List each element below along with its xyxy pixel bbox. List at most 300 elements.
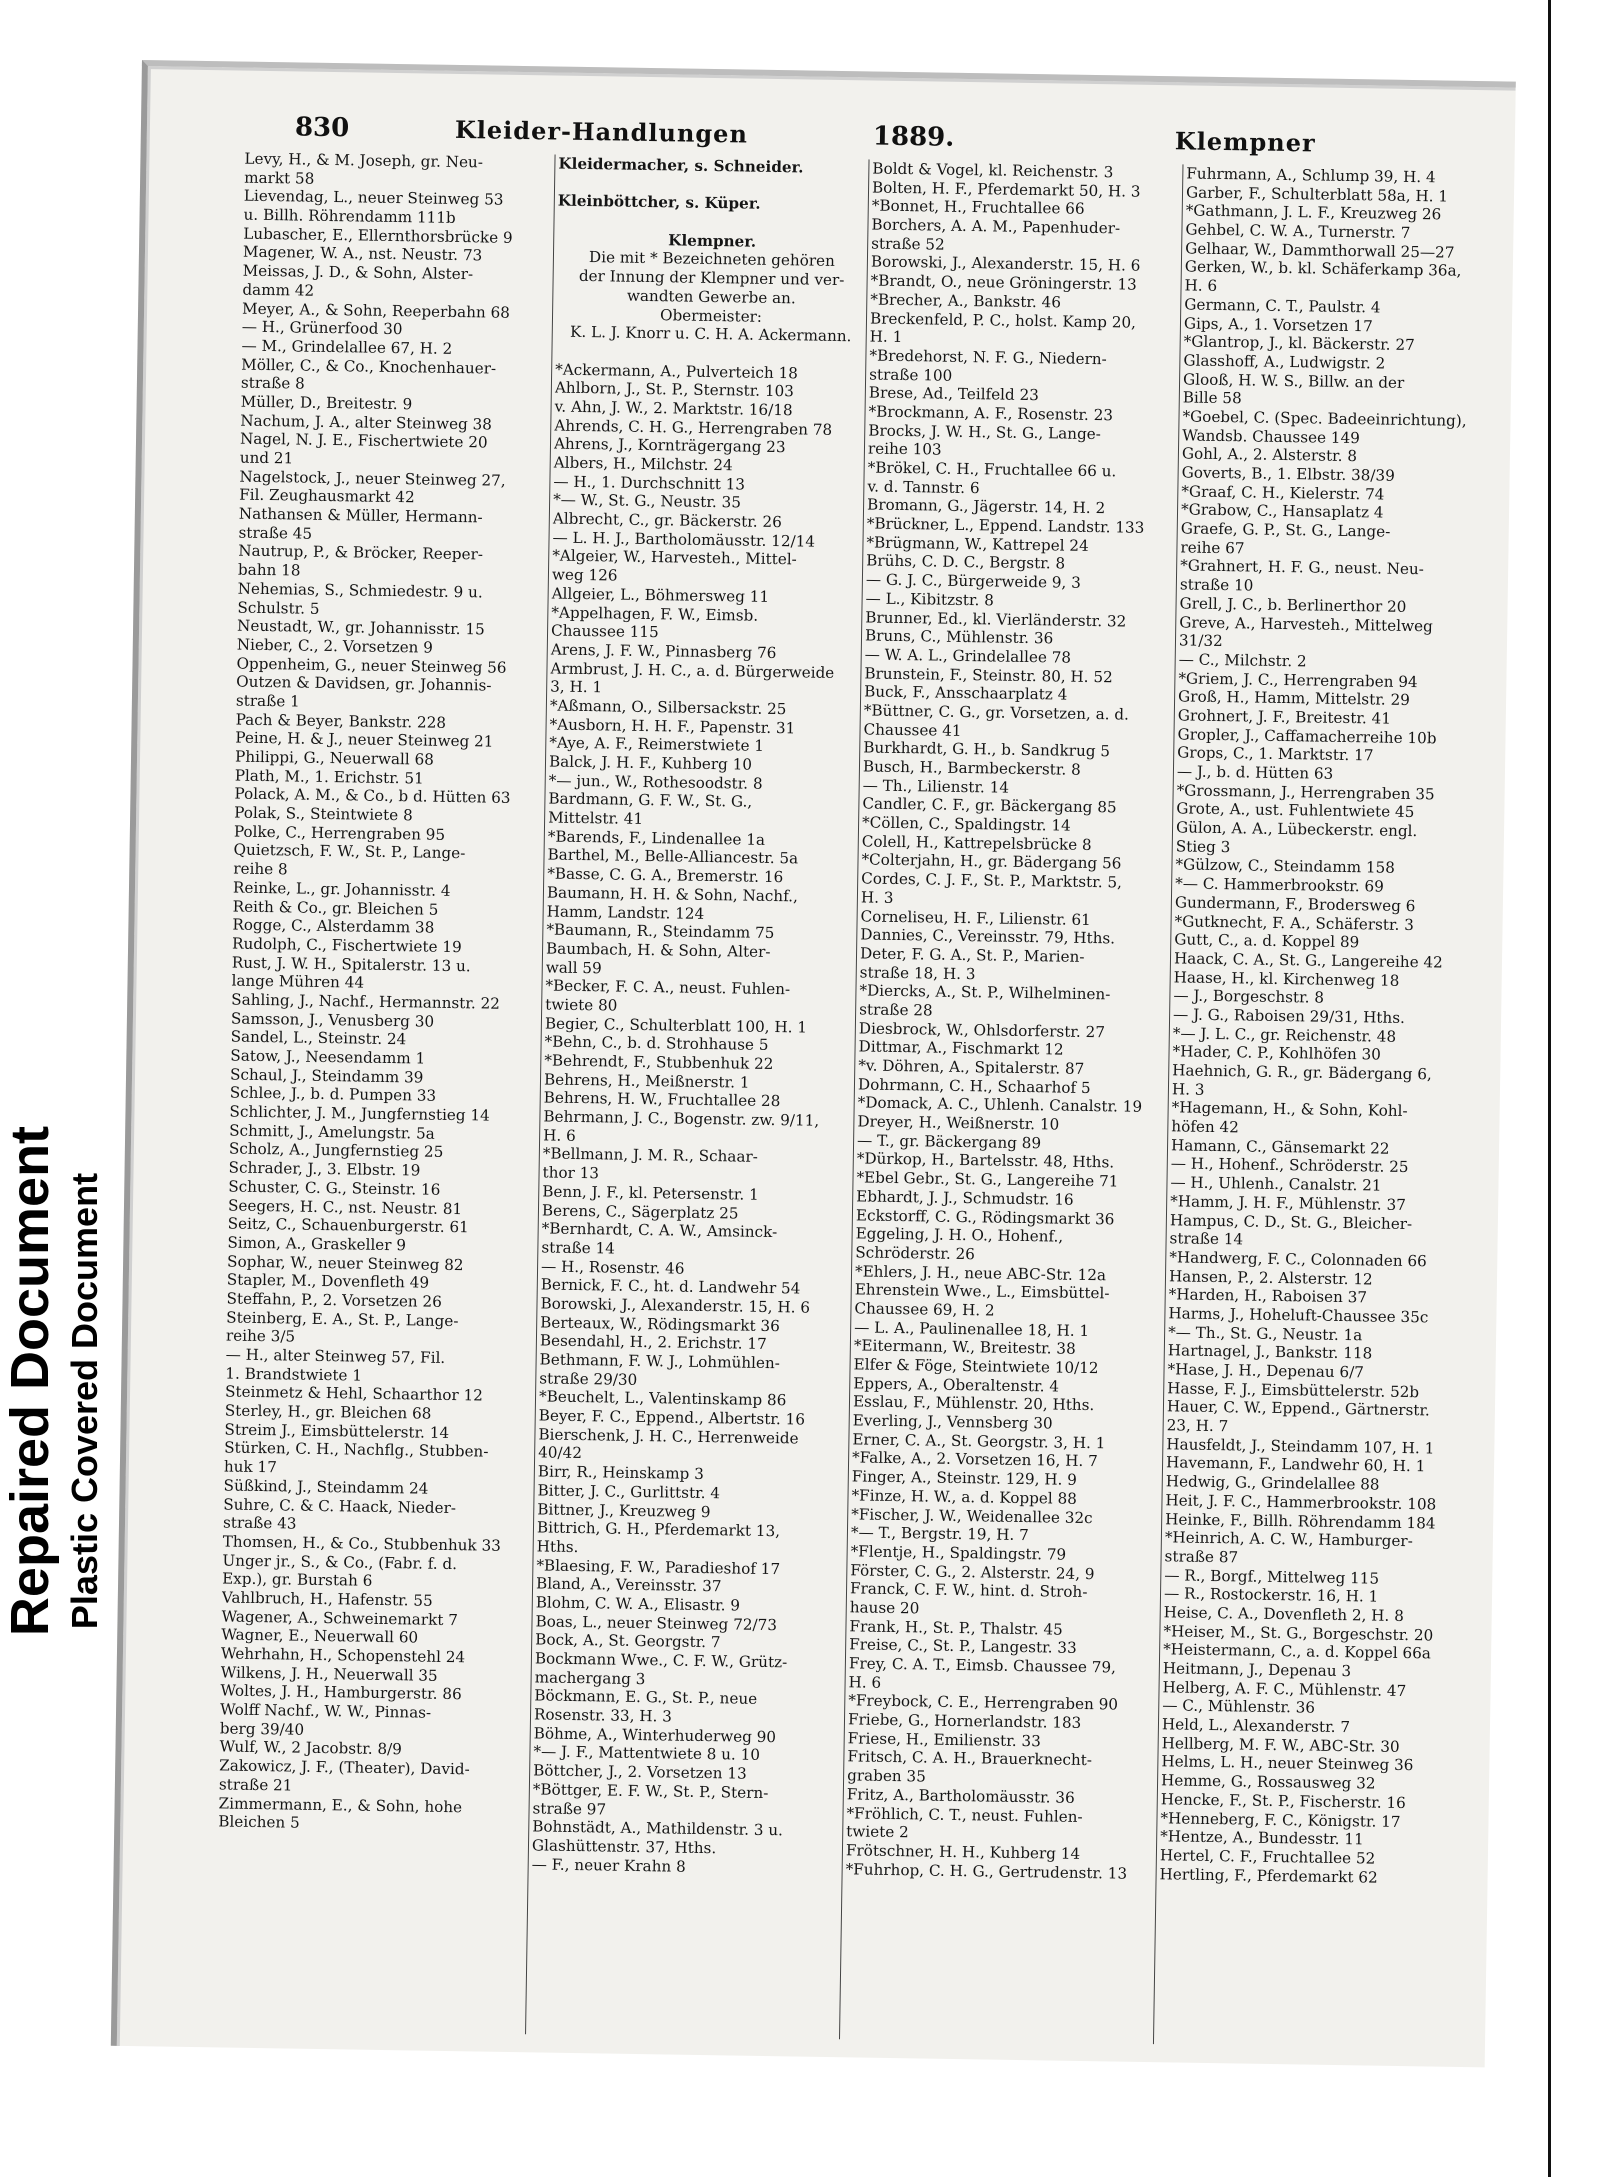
directory-entry-line: *Bernhardt, C. A. W., Amsinck- — [541, 1219, 778, 1242]
directory-entry-line: Eckstorff, C. G., Rödingsmarkt 36 — [855, 1205, 1115, 1228]
directory-entry-line: — L. H. J., Bartholomäusstr. 12/14 — [552, 528, 816, 551]
directory-entry-line: Wandsb. Chaussee 149 — [1182, 426, 1360, 447]
directory-page — [111, 60, 1516, 2067]
directory-entry-line: *Domack, A. C., Uhlenh. Canalstr. 19 — [857, 1093, 1143, 1117]
directory-entry-line: *Büttner, C. G., gr. Vorsetzen, a. d. — [863, 701, 1130, 724]
directory-entry-line: Plath, M., 1. Erichstr. 51 — [234, 766, 424, 788]
directory-entry-line: höfen 42 — [1171, 1117, 1239, 1137]
directory-entry-line: *Behn, C., b. d. Strohhause 5 — [544, 1032, 769, 1055]
directory-entry-line: Woltes, J. H., Hamburgerstr. 86 — [220, 1681, 462, 1704]
page-number: 830 — [294, 112, 350, 144]
column-4 — [1157, 164, 1496, 2049]
directory-entry-line: Exp.), gr. Burstah 6 — [222, 1569, 373, 1591]
directory-entry-line: Frey, C. A. T., Eimsb. Chaussee 79, — [848, 1654, 1117, 1677]
directory-entry-line: Peine, H. & J., neuer Steinweg 21 — [235, 728, 494, 751]
directory-entry-line: Hansen, P., 2. Alsterstr. 12 — [1168, 1266, 1373, 1289]
directory-entry-line: *Heistermann, C., a. d. Koppel 66a — [1163, 1640, 1432, 1663]
directory-entry-line: — J., b. d. Hütten 63 — [1176, 762, 1334, 783]
directory-entry-line: Oppenheim, G., neuer Steinweg 56 — [236, 654, 507, 677]
directory-entry-line: — F., neuer Krahn 8 — [531, 1854, 686, 1876]
directory-entry-line: Nehemias, S., Schmiedestr. 9 u. — [237, 579, 483, 602]
directory-entry-line: Rogge, C., Alsterdamm 38 — [232, 915, 435, 937]
directory-entry-line: Stapler, M., Dovenfleth 49 — [226, 1270, 430, 1292]
directory-entry-line: Wagener, A., Schweinemarkt 7 — [221, 1607, 459, 1629]
directory-entry-line: *Bonnet, H., Fruchtallee 66 — [871, 196, 1085, 219]
directory-entry-line: — H., Grünerfood 30 — [241, 317, 403, 339]
directory-entry-line: Bittrich, G. H., Pferdemarkt 13, — [536, 1518, 781, 1541]
directory-entry-line: *Behrendt, F., Stubbenhuk 22 — [544, 1051, 774, 1074]
directory-entry-line: *— W., St. G., Neustr. 35 — [552, 490, 742, 512]
directory-entry-line: Bernick, F. C., ht. d. Landwehr 54 — [540, 1275, 801, 1298]
directory-entry-line: *Brandt, O., neue Gröningerstr. 13 — [870, 271, 1137, 294]
directory-entry-line: — M., Grindelallee 67, H. 2 — [241, 336, 453, 358]
directory-entry-line: Wehrhahn, H., Schopenstehl 24 — [220, 1644, 466, 1667]
directory-entry-line: — R., Rostockerstr. 16, H. 1 — [1163, 1584, 1379, 1606]
directory-entry-line: Chaussee 115 — [550, 621, 659, 642]
directory-entry-line: straße 14 — [1169, 1229, 1244, 1249]
directory-entry-line: *Heiser, M., St. G., Borgeschstr. 20 — [1163, 1621, 1434, 1645]
directory-entry-line: Lievendag, L., neuer Steinweg 53 — [243, 186, 504, 210]
directory-entry-line: straße 29/30 — [539, 1369, 638, 1389]
directory-entry-line: *Fröhlich, C. T., neust. Fuhlen- — [846, 1803, 1083, 1826]
directory-entry-line: reihe 103 — [867, 439, 942, 459]
directory-entry-line: Bromann, G., Jägerstr. 14, H. 2 — [866, 495, 1106, 518]
directory-entry-line: Bardmann, G. F. W., St. G., — [548, 789, 753, 812]
directory-entry-line: der Innung der Klempner und ver- — [578, 267, 845, 290]
directory-entry-line: Schröderstr. 26 — [855, 1243, 976, 1264]
directory-entry-line: Schaul, J., Steindamm 39 — [229, 1065, 424, 1087]
directory-entry-line: Mittelstr. 41 — [548, 808, 644, 829]
directory-entry-line: Fritsch, C. A. H., Brauerknecht- — [847, 1747, 1093, 1770]
directory-entry-line: straße 87 — [1164, 1547, 1239, 1567]
directory-entry-line: Sahling, J., Nachf., Hermannstr. 22 — [231, 990, 501, 1013]
directory-entry-line: Boas, L., neuer Steinweg 72/73 — [535, 1612, 778, 1634]
directory-entry-line: *— C. Hammerbrookstr. 69 — [1175, 874, 1384, 896]
directory-entry-line: twiete 80 — [545, 995, 618, 1015]
directory-entry-line: Rosenstr. 33, H. 3 — [533, 1705, 673, 1726]
directory-entry-line: straße 28 — [859, 1000, 933, 1020]
directory-entry-line: Behrmann, J. C., Bogenstr. zw. 9/11, — [543, 1107, 820, 1130]
directory-entry-line: Nautrup, P., & Bröcker, Reeper- — [238, 542, 484, 564]
directory-entry-line: Albers, H., Milchstr. 24 — [553, 453, 733, 475]
directory-entry-line: Brese, Ad., Teilfeld 23 — [868, 383, 1039, 405]
directory-entry-line: Deter, F. G. A., St. P., Marien- — [859, 944, 1085, 966]
directory-entry-line: Seitz, C., Schauenburgerstr. 61 — [227, 1214, 469, 1237]
directory-entry-line: machergang 3 — [534, 1668, 646, 1688]
directory-entry-line: Klempner. — [668, 231, 757, 251]
directory-entry-line: Levy, H., & M. Joseph, gr. Neu- — [244, 149, 484, 172]
directory-entry-line: Finger, A., Steinstr. 129, H. 9 — [851, 1467, 1078, 1489]
directory-entry-line: Hemme, G., Rossausweg 32 — [1160, 1771, 1376, 1793]
directory-entry-line: straße 43 — [222, 1513, 297, 1533]
directory-entry-line: Albrecht, C., gr. Bäckerstr. 26 — [552, 509, 782, 532]
directory-entry-line: Buck, F., Ansschaarplatz 4 — [864, 682, 1068, 704]
directory-entry-line: *Ebel Gebr., St. G., Langereihe 71 — [856, 1168, 1119, 1191]
directory-entry-line: Die mit * Bezeichneten gehören — [588, 248, 836, 271]
directory-entry-line: twiete 2 — [846, 1822, 909, 1842]
directory-entry-line: Neustadt, W., gr. Johannisstr. 15 — [236, 616, 485, 639]
directory-entry-line: und 21 — [239, 448, 294, 468]
directory-entry-line: Meissas, J. D., & Sohn, Alster- — [242, 261, 474, 284]
directory-entry-line: weg 126 — [551, 565, 618, 585]
header-right-title: Klempner — [1174, 126, 1316, 158]
directory-entry-line: Bittner, J., Kreuzweg 9 — [537, 1499, 711, 1521]
directory-entry-line: reihe 3/5 — [225, 1326, 296, 1346]
directory-entry-line: Ahrends, C. H. G., Herrengraben 78 — [554, 416, 833, 439]
directory-entry-line: Fritz, A., Bartholomäusstr. 36 — [846, 1785, 1075, 1807]
directory-entry-line: Schulstr. 5 — [237, 598, 320, 618]
directory-entry-line: Bolten, H. F., Pferdemarkt 50, H. 3 — [871, 178, 1141, 201]
directory-entry-line: *Dürkop, H., Bartelsstr. 48, Hths. — [856, 1149, 1115, 1172]
directory-entry-line: H. 6 — [848, 1672, 882, 1692]
directory-entry-line: bahn 18 — [237, 560, 301, 580]
directory-entry-line: Freise, C., St. P., Langestr. 33 — [849, 1635, 1077, 1658]
directory-entry-line: Friese, H., Emilienstr. 33 — [847, 1729, 1041, 1751]
directory-entry-line: Hamann, C., Gänsemarkt 22 — [1170, 1136, 1390, 1158]
directory-entry-line: *Grabow, C., Hansaplatz 4 — [1180, 500, 1384, 522]
directory-entry-line: Bierschenk, J. H. C., Herrenweide — [538, 1425, 799, 1448]
scanner-right-edge — [1508, 0, 1600, 2177]
directory-entry-line: Grohnert, J. F., Breitestr. 41 — [1177, 706, 1392, 728]
directory-entry-line: *Finze, H. W., a. d. Koppel 88 — [851, 1486, 1078, 1508]
directory-entry-line: Corneliseu, H. F., Lilienstr. 61 — [860, 906, 1091, 929]
directory-entry-line: Barthel, M., Belle-Alliancestr. 5a — [547, 845, 799, 868]
directory-entry-line: 3, H. 1 — [550, 677, 603, 697]
directory-entry-line: Müller, D., Breitestr. 9 — [240, 392, 413, 414]
directory-entry-line: *— jun., W., Rothesoodstr. 8 — [548, 771, 763, 793]
directory-entry-line: Baumann, H. H. & Sohn, Nachf., — [546, 883, 799, 906]
column-1 — [215, 150, 554, 2035]
directory-entry-line: hause 20 — [849, 1598, 920, 1618]
directory-entry-line: *Freybock, C. E., Herrengraben 90 — [848, 1691, 1119, 1714]
directory-entry-line: Hampus, C. D., St. G., Bleicher- — [1169, 1210, 1413, 1233]
directory-entry-line: straße 97 — [532, 1798, 607, 1819]
directory-entry-line: Eggeling, J. H. O., Hohenf., — [855, 1224, 1064, 1246]
directory-entry-line: wall 59 — [545, 958, 602, 977]
directory-entry-line: berg 39/40 — [219, 1719, 305, 1739]
directory-entry-line: straße 21 — [218, 1775, 293, 1795]
directory-entry-line: Heinke, F., Billh. Röhrendamm 184 — [1165, 1509, 1436, 1532]
directory-entry-line: Nathansen & Müller, Hermann- — [238, 504, 483, 527]
directory-entry-line: Helms, L. H., neuer Steinweg 36 — [1161, 1752, 1414, 1775]
directory-entry-line: Gutt, C., a. d. Koppel 89 — [1174, 930, 1360, 952]
directory-entry-line: Chaussee 69, H. 2 — [854, 1299, 995, 1320]
column-2 — [529, 155, 868, 2040]
directory-entry-line: Möller, C., & Co., Knochenhauer- — [241, 355, 497, 378]
directory-entry-line: Chaussee 41 — [863, 720, 962, 740]
directory-entry-line: Dannies, C., Vereinsstr. 79, Hths. — [860, 925, 1116, 948]
directory-entry-line: Gips, A., 1. Vorsetzen 17 — [1183, 313, 1373, 335]
directory-entry-line: Birr, R., Heinskamp 3 — [537, 1462, 704, 1484]
directory-entry-line: Zimmermann, E., & Sohn, hohe — [218, 1793, 463, 1816]
directory-entry-line: Dreyer, H., Weißnerstr. 10 — [857, 1112, 1060, 1134]
directory-entry-line: Armbrust, J. H. C., a. d. Bürgerweide — [550, 659, 835, 682]
directory-entry-line: Fuhrmann, A., Schlump 39, H. 4 — [1186, 164, 1436, 187]
directory-entry-line: Hertel, C. F., Fruchtallee 52 — [1159, 1846, 1376, 1868]
directory-entry-line: Sophar, W., neuer Steinweg 82 — [227, 1252, 464, 1274]
directory-entry-line: Samsson, J., Venusberg 30 — [230, 1009, 435, 1031]
directory-entry-line: Böckmann, E. G., St. P., neue — [534, 1686, 758, 1709]
directory-entry-line: Garber, F., Schulterblatt 58a, H. 1 — [1185, 183, 1449, 206]
directory-entry-line: straße 100 — [869, 365, 953, 385]
directory-entry-line: Glashüttenstr. 37, Hths. — [531, 1836, 717, 1858]
directory-entry-line: Franck, C. F. W., hint. d. Stroh- — [849, 1579, 1088, 1602]
directory-entry-line: Ahrens, J., Kornträgergang 23 — [553, 434, 786, 457]
directory-entry-line: Steffahn, P., 2. Vorsetzen 26 — [226, 1289, 442, 1311]
directory-entry-line: Besendahl, H., 2. Erichstr. 17 — [539, 1331, 767, 1354]
directory-entry-line: — H., Rosenstr. 46 — [540, 1256, 685, 1278]
directory-entry-line: Hamm, Landstr. 124 — [546, 901, 705, 923]
directory-entry-line: Groß, H., Hamm, Mittelstr. 29 — [1177, 687, 1410, 710]
directory-entry-line: Frank, H., St. P., Thalstr. 45 — [849, 1616, 1063, 1639]
directory-entry-line: *Becker, F. C. A., neust. Fuhlen- — [545, 976, 791, 999]
directory-entry-line: Borowski, J., Alexanderstr. 15, H. 6 — [540, 1294, 811, 1317]
directory-entry-line: K. L. J. Knorr u. C. H. A. Ackermann. — [569, 322, 852, 346]
directory-entry-line: *Glantrop, J., kl. Bäckerstr. 27 — [1183, 332, 1415, 355]
directory-entry-line: Frötschner, H. H., Kuhberg 14 — [845, 1841, 1081, 1863]
directory-entry-line: Friebe, G., Hornerlandstr. 183 — [847, 1710, 1082, 1733]
directory-entry-line: Held, L., Alexanderstr. 7 — [1161, 1715, 1351, 1737]
directory-entry-line: *Aye, A. F., Reimerstwiete 1 — [549, 733, 765, 756]
directory-entry-line: Gohl, A., 2. Alsterstr. 8 — [1181, 444, 1358, 466]
directory-entry-line: Unger jr., S., & Co., (Fabr. f. d. — [222, 1551, 458, 1573]
directory-entry-line: Grote, A., ust. Fuhlentwiete 45 — [1176, 799, 1415, 822]
directory-entry-line: Dohrmann, C. H., Schaarhof 5 — [857, 1075, 1091, 1097]
directory-entry-line: Obermeister: — [659, 305, 763, 326]
directory-entry-line: — Th., Lilienstr. 14 — [862, 776, 1010, 797]
directory-entry-line: Eppers, A., Oberaltenstr. 4 — [853, 1374, 1060, 1396]
directory-entry-line: *Blaesing, F. W., Paradieshof 17 — [536, 1555, 781, 1578]
directory-entry-line: Germann, C. T., Paulstr. 4 — [1184, 295, 1381, 317]
directory-entry-line: Reith & Co., gr. Bleichen 5 — [232, 897, 439, 919]
directory-entry-line: Everling, J., Vennsberg 30 — [852, 1411, 1053, 1433]
directory-entry-line: Ebhardt, J. J., Schmudstr. 16 — [856, 1187, 1074, 1209]
directory-entry-line: Bruns, C., Mühlenstr. 36 — [864, 626, 1054, 648]
directory-entry-line: Diesbrock, W., Ohlsdorferstr. 27 — [858, 1019, 1106, 1041]
directory-entry-line: Haehnich, G. R., gr. Bädergang 6, — [1172, 1061, 1432, 1084]
directory-entry-line: graben 35 — [847, 1766, 926, 1786]
directory-entry-line: *Graaf, C. H., Kielerstr. 74 — [1181, 482, 1385, 504]
directory-entry-line: *Harden, H., Raboisen 37 — [1168, 1285, 1368, 1307]
directory-entry-line: *Ackermann, A., Pulverteich 18 — [555, 360, 799, 382]
directory-entry-line: Hellberg, M. F. W., ABC-Str. 30 — [1161, 1733, 1400, 1756]
directory-entry-line: *— J. L. C., gr. Reichenstr. 48 — [1172, 1023, 1397, 1046]
directory-entry-line: Brunstein, F., Steinstr. 80, H. 52 — [864, 663, 1113, 686]
directory-entry-line: — R., Borgf., Mittelweg 115 — [1164, 1565, 1380, 1588]
directory-entry-line: *Ehlers, J. H., neue ABC-Str. 12a — [854, 1261, 1107, 1284]
directory-entry-line: straße 52 — [871, 234, 945, 254]
directory-entry-line: *Appelhagen, F. W., Eimsb. — [551, 602, 759, 625]
directory-entry-line: Vahlbruch, H., Hafenstr. 55 — [221, 1588, 433, 1610]
directory-entry-line: *Brecher, A., Bankstr. 46 — [870, 290, 1062, 312]
directory-entry-line: Heise, C. A., Dovenfleth 2, H. 8 — [1163, 1603, 1404, 1625]
directory-entry-line: Förster, C. G., 2. Alsterstr. 24, 9 — [850, 1560, 1095, 1583]
directory-entry-line: *Falke, A., 2. Vorsetzen 16, H. 7 — [851, 1448, 1098, 1471]
directory-entry-line: Bethmann, F. W. J., Lohmühlen- — [539, 1350, 781, 1373]
directory-entry-line: straße 8 — [240, 373, 305, 393]
directory-entry-line: Haack, C. A., St. G., Langereihe 42 — [1173, 949, 1443, 972]
directory-entry-line: straße 10 — [1179, 575, 1254, 595]
directory-entry-line: Greve, A., Harvesteh., Mittelweg — [1179, 612, 1433, 635]
directory-entry-line: 23, H. 7 — [1166, 1416, 1229, 1436]
directory-entry-line: *v. Döhren, A., Spitalerstr. 87 — [858, 1056, 1085, 1078]
directory-entry-line: Stürken, C. H., Nachflg., Stubben- — [224, 1438, 489, 1462]
directory-entry-line: Bohnstädt, A., Mathildenstr. 3 u. — [532, 1817, 784, 1840]
directory-entry-line: Schuster, C. G., Steinstr. 16 — [228, 1177, 441, 1199]
directory-entry-line: Heit, J. F. C., Hammerbrookstr. 108 — [1165, 1491, 1437, 1514]
directory-entry-line: *Brügmann, W., Kattrepel 24 — [866, 533, 1089, 555]
directory-entry-line: H. 3 — [860, 888, 894, 907]
directory-entry-line: Burkhardt, G. H., b. Sandkrug 5 — [863, 738, 1111, 761]
directory-entry-line: Rudolph, C., Fischertwiete 19 — [231, 934, 462, 957]
directory-entry-line: Candler, C. F., gr. Bäckergang 85 — [862, 794, 1117, 817]
directory-entry-line: Hths. — [536, 1537, 579, 1556]
directory-entry-line: — C., Mühlenstr. 36 — [1162, 1696, 1316, 1718]
directory-entry-line: Bland, A., Vereinsstr. 37 — [535, 1574, 722, 1596]
directory-entry-line: damm 42 — [242, 280, 315, 300]
directory-entry-line: *Fuhrhop, C. H. G., Gertrudenstr. 13 — [845, 1859, 1128, 1883]
directory-entry-line: markt 58 — [244, 168, 315, 188]
directory-entry-line: Philippi, G., Neuerwall 68 — [234, 747, 435, 769]
directory-entry-line: Hasse, F. J., Eimsbüttelerstr. 52b — [1167, 1378, 1420, 1401]
directory-entry-line: *Hagemann, H., & Sohn, Kohl- — [1171, 1098, 1408, 1121]
directory-entry-line: Brunner, Ed., kl. Vierländerstr. 32 — [865, 607, 1127, 631]
directory-entry-line: *Henneberg, F. C., Königstr. 17 — [1160, 1808, 1401, 1831]
directory-entry-line: H. 3 — [1171, 1079, 1205, 1099]
directory-entry-line: Bockmann Wwe., C. F. W., Grütz- — [534, 1649, 788, 1672]
directory-entry-line: *Ausborn, H. H. F., Papenstr. 31 — [549, 715, 796, 737]
directory-entry-line: Bille 58 — [1182, 388, 1242, 408]
directory-entry-line: Wilkens, J. H., Neuerwall 35 — [220, 1663, 438, 1685]
directory-entry-line: *Goebel, C. (Spec. Badeeinrichtung), — [1182, 407, 1467, 430]
directory-entry-line: Zakowicz, J. F., (Theater), David- — [219, 1756, 470, 1779]
directory-entry-line: — L., Kibitzstr. 8 — [865, 589, 995, 610]
directory-entry-line: Polak, S., Steintwiete 8 — [234, 803, 413, 825]
directory-entry-line: Baumbach, H. & Sohn, Alter- — [545, 939, 771, 961]
directory-entry-line: — H., Hohenf., Schröderstr. 25 — [1170, 1154, 1409, 1177]
directory-entry-line: *Brökel, C. H., Fruchtallee 66 u. — [867, 458, 1117, 481]
directory-entry-line: straße 45 — [238, 523, 313, 543]
directory-entry-line: Brühs, C. D. C., Bergstr. 8 — [866, 551, 1066, 573]
directory-entry-line: Kleinböttcher, s. Küper. — [557, 191, 761, 214]
header-year: 1889. — [872, 121, 955, 153]
directory-entry-line: Hartnagel, J., Bankstr. 118 — [1167, 1341, 1373, 1363]
edge-rule — [1548, 0, 1551, 2177]
directory-entry-line: reihe 8 — [233, 859, 288, 879]
directory-entry-line: reihe 67 — [1180, 538, 1245, 558]
directory-entry-line: *Fischer, J. W., Weidenallee 32c — [851, 1504, 1093, 1527]
directory-entry-line: Steinberg, E. A., St. P., Lange- — [226, 1308, 459, 1330]
directory-entry-line: Behrens, H. W., Fruchtallee 28 — [543, 1088, 781, 1111]
directory-entry-line: *— J. F., Mattentwiete 8 u. 10 — [533, 1742, 761, 1765]
directory-entry-line: *Beuchelt, L., Valentinskamp 86 — [538, 1387, 787, 1410]
directory-entry-line: Blohm, C. W. A., Elisastr. 9 — [535, 1593, 741, 1615]
directory-entry-line: Bitter, J. C., Gurlittstr. 4 — [537, 1481, 721, 1503]
directory-entry-line: Berteaux, W., Rödingsmarkt 36 — [540, 1313, 780, 1335]
directory-entry-line: Seegers, H. C., nst. Neustr. 81 — [227, 1195, 463, 1218]
directory-entry-line: Nachum, J. A., alter Steinweg 38 — [240, 411, 493, 434]
directory-entry-line: Wolff Nachf., W. W., Pinnas- — [219, 1700, 432, 1722]
directory-entry-line: thor 13 — [542, 1163, 600, 1183]
directory-entry-line: Grell, J. C., b. Berlinerthor 20 — [1179, 594, 1407, 616]
directory-entry-line: Suhre, C. & C. Haack, Nieder- — [223, 1494, 457, 1517]
directory-entry-line: Scholz, A., Jungfernstieg 25 — [228, 1139, 444, 1162]
repaired-document-label: Repaired Document — [0, 1125, 60, 1637]
directory-entry-line: Harms, J., Hoheluft-Chaussee 35c — [1168, 1304, 1429, 1327]
directory-entry-line: Dittmar, A., Fischmarkt 12 — [858, 1037, 1064, 1059]
directory-entry-line: Gehbel, C. W. A., Turnerstr. 7 — [1185, 220, 1411, 243]
directory-entry-line: Hausfeldt, J., Steindamm 107, H. 1 — [1166, 1435, 1435, 1458]
directory-entry-line: Borowski, J., Alexanderstr. 15, H. 6 — [870, 252, 1141, 276]
directory-entry-line: Polack, A. M., & Co., b d. Hütten 63 — [234, 784, 511, 808]
directory-entry-line: — H., Uhlenh., Canalstr. 21 — [1170, 1173, 1382, 1195]
directory-entry-line: Glasshoff, A., Ludwigstr. 2 — [1183, 351, 1386, 373]
directory-entry-line: *Barends, F., Lindenallee 1a — [547, 827, 766, 849]
directory-entry-line: Schlichter, J. M., Jungfernstieg 14 — [229, 1102, 490, 1125]
directory-entry-line: — G. J. C., Bürgerweide 9, 3 — [865, 570, 1081, 592]
directory-entry-line: Breckenfeld, P. C., holst. Kamp 20, — [869, 308, 1137, 332]
directory-entry-line: *Brockmann, A. F., Rosenstr. 23 — [868, 402, 1114, 425]
directory-entry-line: *Cöllen, C., Spaldingstr. 14 — [861, 813, 1071, 835]
directory-entry-line: Havemann, F., Landwehr 60, H. 1 — [1165, 1453, 1426, 1476]
directory-entry-line: *Griem, J. C., Herrengraben 94 — [1178, 668, 1418, 691]
directory-entry-line: Pach & Beyer, Bankstr. 228 — [235, 710, 447, 732]
directory-entry-line: Graefe, G. P., St. G., Lange- — [1180, 519, 1391, 541]
directory-entry-line: Helberg, A. F. C., Mühlenstr. 47 — [1162, 1677, 1407, 1700]
directory-entry-line: Heitmann, J., Depenau 3 — [1162, 1659, 1352, 1681]
directory-entry-line: Stieg 3 — [1175, 837, 1231, 856]
directory-columns — [215, 150, 1484, 2049]
directory-entry-line: Böttcher, J., 2. Vorsetzen 13 — [533, 1761, 747, 1783]
directory-entry-line: *Grahnert, H. F. G., neust. Neu- — [1180, 556, 1424, 579]
directory-entry-line: Hencke, F., St. P., Fischerstr. 16 — [1160, 1790, 1406, 1812]
directory-entry-line: Nagel, N. J. E., Fischertwiete 20 — [239, 429, 488, 452]
directory-entry-line: Allgeier, L., Böhmersweg 11 — [551, 584, 770, 606]
directory-entry-line: Outzen & Davidsen, gr. Johannis- — [236, 672, 492, 695]
plastic-covered-label: Plastic Covered Document — [64, 1172, 105, 1630]
directory-entry-line: Brocks, J. W. H., St. G., Lange- — [868, 421, 1102, 443]
directory-entry-line: Borchers, A. A. M., Papenhuder- — [871, 215, 1121, 238]
directory-entry-line: 40/42 — [538, 1443, 583, 1463]
directory-entry-line: straße 14 — [541, 1238, 616, 1258]
directory-entry-line: Schrader, J., 3. Elbstr. 19 — [228, 1158, 421, 1180]
directory-entry-line: Streim J., Eimsbüttelerstr. 14 — [224, 1420, 450, 1442]
directory-entry-line: Balck, J. H. F., Kuhberg 10 — [548, 752, 753, 774]
column-3 — [843, 159, 1182, 2044]
directory-entry-line: Schlee, J., b. d. Pumpen 33 — [229, 1083, 437, 1106]
directory-entry-line: Sandel, L., Steinstr. 24 — [230, 1027, 407, 1049]
directory-entry-line: Haase, H., kl. Kirchenweg 18 — [1173, 967, 1400, 990]
header-left-title: Kleider-Handlungen — [454, 114, 749, 149]
directory-entry-line: Arens, J. F. W., Pinnasberg 76 — [550, 640, 777, 662]
directory-entry-line: Süßkind, J., Steindamm 24 — [223, 1476, 429, 1498]
directory-entry-line: *Gülzow, C., Steindamm 158 — [1175, 855, 1396, 878]
directory-entry-line: huk 17 — [223, 1457, 277, 1477]
directory-entry-line: Hauer, C. W., Eppend., Gärtnerstr. — [1166, 1397, 1430, 1420]
directory-entry-line: *Brückner, L., Eppend. Landstr. 133 — [866, 514, 1145, 537]
directory-entry-line: Nagelstock, J., neuer Steinweg 27, — [239, 467, 506, 490]
directory-entry-line: straße 1 — [235, 691, 300, 711]
directory-entry-line: *Handwerg, F. C., Colonnaden 66 — [1169, 1248, 1427, 1271]
directory-entry-line: Polke, C., Herrengraben 95 — [233, 822, 446, 844]
directory-entry-line: v. Ahn, J. W., 2. Marktstr. 16/18 — [554, 397, 793, 420]
directory-entry-line: Boldt & Vogel, kl. Reichenstr. 3 — [872, 159, 1114, 182]
directory-entry-line: Beyer, F. C., Eppend., Albertstr. 16 — [538, 1406, 806, 1429]
directory-entry-line: Satow, J., Neesendamm 1 — [230, 1046, 426, 1068]
directory-entry-line: Goverts, B., 1. Elbstr. 38/39 — [1181, 463, 1395, 485]
directory-entry-line: Colell, H., Kattrepelsbrücke 8 — [861, 832, 1092, 854]
directory-entry-line: H. 6 — [1184, 276, 1218, 296]
